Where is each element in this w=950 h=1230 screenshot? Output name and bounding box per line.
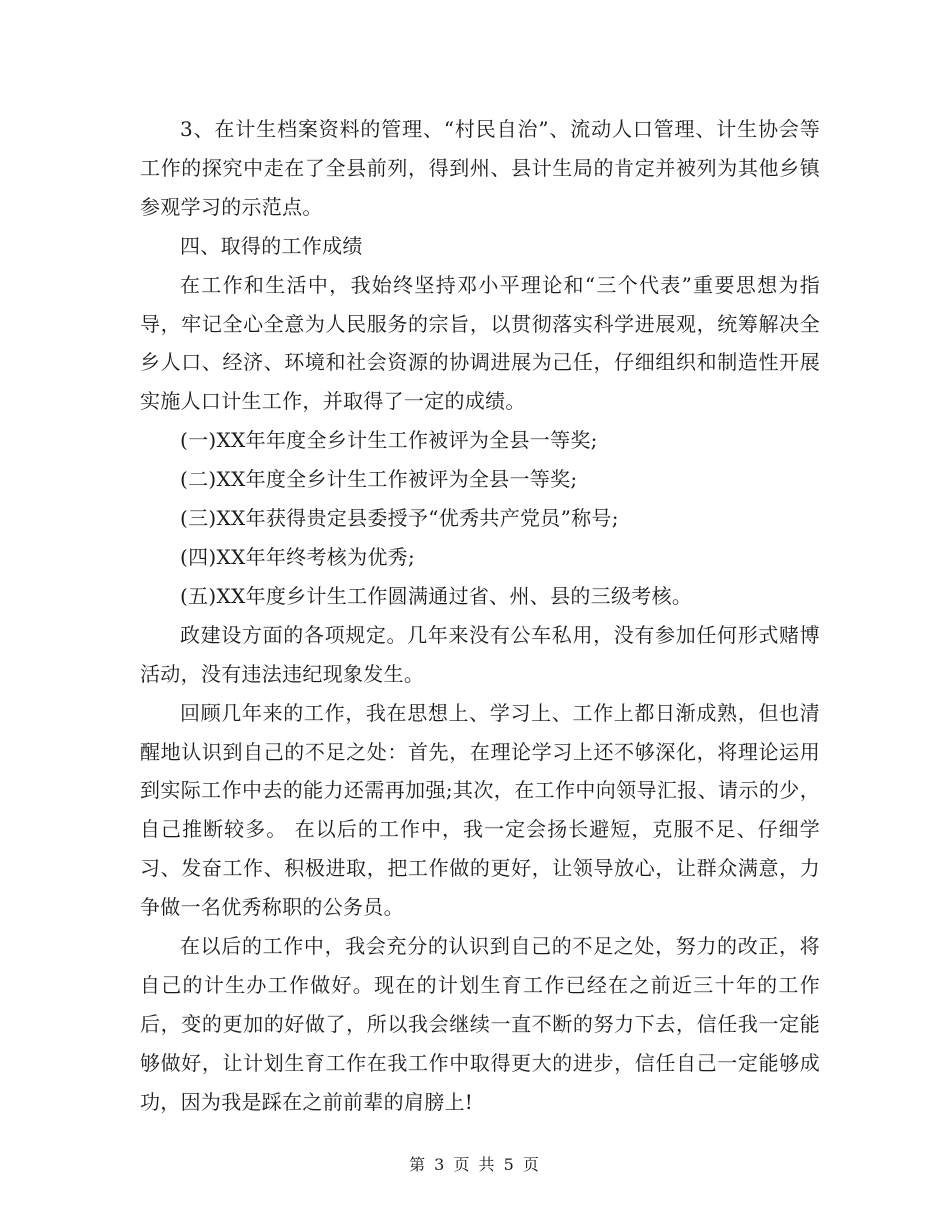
- list-item-award-4: (四)XX年年终考核为优秀;: [180, 544, 416, 569]
- document-body: [140, 110, 820, 1122]
- list-item-award-1: (一)XX年年度全乡计生工作被评为全县一等奖;: [180, 428, 598, 453]
- paragraph-archive-management: 3、在计生档案资料的管理、“村民自治”、流动人口管理、计生协会等工作的探究中走在了全县前列，得到州、县计生局的肯定并被列为其他乡镇参观学习的示范点。: [140, 117, 820, 219]
- section-heading-achievements: 四、取得的工作成绩: [180, 233, 363, 258]
- list-item-award-5: (五)XX年度乡计生工作圆满通过省、州、县的三级考核。: [180, 583, 693, 608]
- paragraph-guiding-principles: 在工作和生活中，我始终坚持邓小平理论和“三个代表”重要思想为指导，牢记全心全意为人民服务的宗旨，以贯彻落实科学进展观，统筹解决全乡人口、经济、环境和社会资源的协调进展为己任，仔细组织和制造性开展实施人口计生工作，并取得了一定的成绩。: [140, 272, 820, 414]
- paragraph-review: 回顾几年来的工作，我在思想上、学习上、工作上都日渐成熟，但也清醒地认识到自己的不足之处：首先，在理论学习上还不够深化，将理论运用到实际工作中去的能力还需再加强;其次，在工作中向领导汇报、请示的少，自己推断较多。 在以后的工作中，我一定会扬长避短，克服不足、仔细学习、发奋工作、积极进取，把工作做的更好，让领导放心，让群众满意，力争做一名优秀称职的公务员。: [140, 700, 820, 920]
- paragraph-integrity: 政建设方面的各项规定。几年来没有公车私用，没有参加任何形式赌博活动，没有违法违纪现象发生。: [140, 622, 820, 686]
- list-item-award-2: (二)XX年度全乡计生工作被评为全县一等奖;: [180, 467, 578, 492]
- page-footer: [0, 1152, 950, 1175]
- paragraph-future-plans: 在以后的工作中，我会充分的认识到自己的不足之处，努力的改正，将自己的计生办工作做好。现在的计划生育工作已经在之前近三十年的工作后，变的更加的好做了，所以我会继续一直不断的努力下去，信任我一定能够做好，让计划生育工作在我工作中取得更大的进步，信任自己一定能够成功，因为我是踩在之前前辈的肩膀上!: [140, 934, 820, 1114]
- list-item-award-3: (三)XX年获得贵定县委授予“优秀共产党员”称号;: [180, 506, 619, 531]
- page-number-label: 第 3 页 共 5 页: [409, 1155, 541, 1174]
